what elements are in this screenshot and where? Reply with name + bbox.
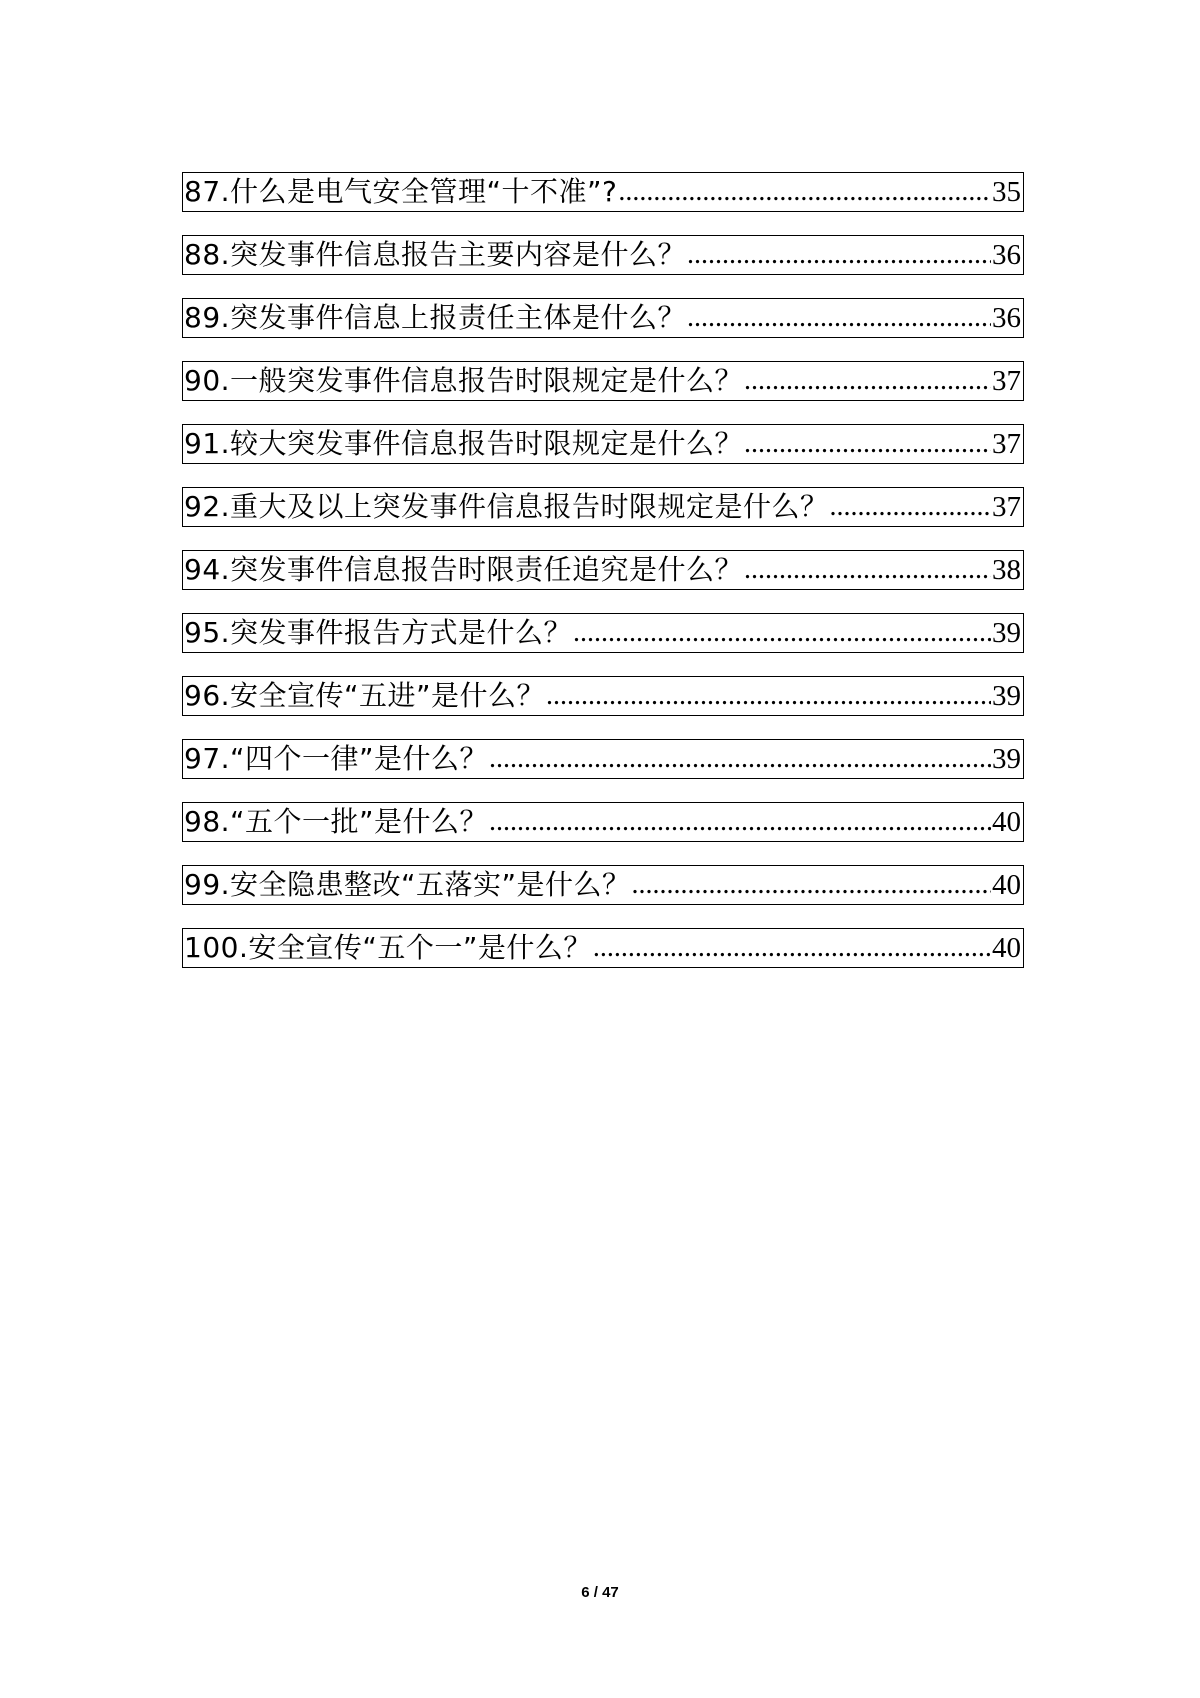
toc-entry[interactable] <box>182 361 1024 401</box>
toc-dot-leader <box>744 551 991 589</box>
toc-dot-leader <box>830 488 991 526</box>
toc-entry[interactable] <box>182 172 1024 212</box>
toc-entry-page-number: 37 <box>992 365 1021 397</box>
toc-entry-page-number: 37 <box>992 428 1021 460</box>
toc-entry[interactable] <box>182 865 1024 905</box>
toc-entry-page-number: 40 <box>992 932 1021 964</box>
toc-dot-leader <box>687 299 991 337</box>
toc-entry-title: 96.安全宣传“五进”是什么？ <box>184 679 546 712</box>
toc-entry-title: 91.较大突发事件信息报告时限规定是什么？ <box>184 427 744 460</box>
toc-entry-page-number: 37 <box>992 491 1021 523</box>
toc-dot-leader <box>546 677 991 715</box>
toc-entry-page-number: 40 <box>992 806 1021 838</box>
toc-entry-page-number: 40 <box>992 869 1021 901</box>
toc-entry[interactable] <box>182 298 1024 338</box>
toc-entry[interactable] <box>182 487 1024 527</box>
toc-entry-title: 98.“五个一批”是什么？ <box>184 805 489 838</box>
toc-entry-page-number: 39 <box>992 743 1021 775</box>
toc-entry-title: 100.安全宣传“五个一”是什么？ <box>184 931 592 964</box>
toc-entry-page-number: 38 <box>992 554 1021 586</box>
table-of-contents <box>182 172 1024 991</box>
toc-entry-page-number: 39 <box>992 617 1021 649</box>
toc-dot-leader <box>744 425 991 463</box>
toc-entry[interactable] <box>182 739 1024 779</box>
toc-entry-title: 97.“四个一律”是什么？ <box>184 742 489 775</box>
toc-entry[interactable] <box>182 802 1024 842</box>
toc-dot-leader <box>618 173 991 211</box>
toc-dot-leader <box>687 236 991 274</box>
toc-dot-leader <box>489 740 991 778</box>
toc-entry-title: 88.突发事件信息报告主要内容是什么？ <box>184 238 687 271</box>
toc-entry-title: 99.安全隐患整改“五落实”是什么？ <box>184 868 631 901</box>
page-indicator: 6 / 47 <box>581 1584 619 1601</box>
toc-entry[interactable] <box>182 235 1024 275</box>
toc-entry-title: 89.突发事件信息上报责任主体是什么？ <box>184 301 687 334</box>
toc-entry-title: 90.一般突发事件信息报告时限规定是什么？ <box>184 364 744 397</box>
toc-entry-title: 95.突发事件报告方式是什么？ <box>184 616 573 649</box>
toc-entry-page-number: 39 <box>992 680 1021 712</box>
toc-entry-title: 92.重大及以上突发事件信息报告时限规定是什么？ <box>184 490 829 523</box>
toc-entry-title: 87.什么是电气安全管理“十不准”? <box>184 175 618 208</box>
toc-dot-leader <box>744 362 991 400</box>
toc-entry[interactable] <box>182 550 1024 590</box>
toc-entry-page-number: 36 <box>992 239 1021 271</box>
toc-dot-leader <box>593 929 991 967</box>
toc-dot-leader <box>573 614 991 652</box>
toc-dot-leader <box>632 866 991 904</box>
toc-entry[interactable] <box>182 613 1024 653</box>
toc-entry[interactable] <box>182 424 1024 464</box>
toc-entry-title: 94.突发事件信息报告时限责任追究是什么？ <box>184 553 744 586</box>
toc-entry-page-number: 35 <box>992 176 1021 208</box>
toc-dot-leader <box>489 803 991 841</box>
page-footer <box>0 1584 1200 1601</box>
toc-entry-page-number: 36 <box>992 302 1021 334</box>
toc-entry[interactable] <box>182 676 1024 716</box>
toc-entry[interactable] <box>182 928 1024 968</box>
